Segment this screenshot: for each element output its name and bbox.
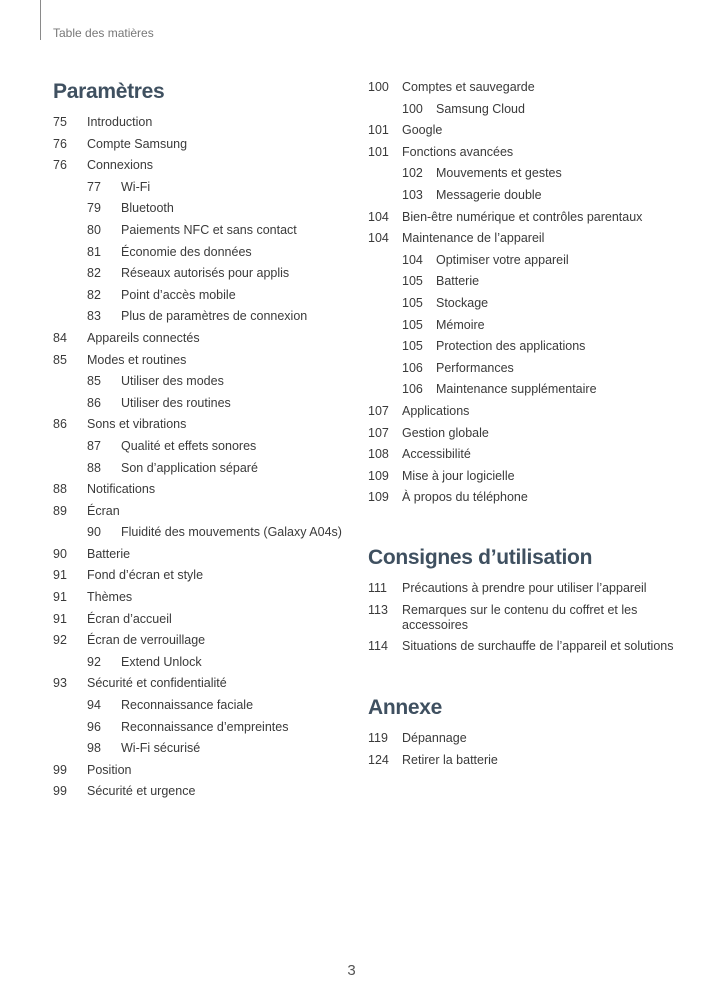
- toc-entry-label: Mémoire: [436, 317, 485, 332]
- toc-entry[interactable]: [53, 547, 343, 562]
- toc-entry[interactable]: [53, 201, 343, 216]
- toc-entry[interactable]: [53, 309, 343, 324]
- toc-entry-label: Fonctions avancées: [402, 144, 514, 159]
- toc-entry[interactable]: [53, 590, 343, 605]
- toc-entry[interactable]: [368, 80, 688, 95]
- toc-page-number: 103: [402, 187, 423, 202]
- toc-entry[interactable]: [53, 137, 343, 152]
- toc-page-number: 111: [368, 581, 388, 596]
- toc-entry[interactable]: [368, 603, 688, 633]
- toc-entry[interactable]: [53, 374, 343, 389]
- toc-entry-label: Reconnaissance faciale: [121, 698, 254, 713]
- toc-entry[interactable]: [368, 490, 688, 505]
- toc-page-number: 80: [87, 222, 101, 237]
- toc-page-number: 82: [87, 287, 101, 302]
- toc-page-number: 84: [53, 330, 67, 345]
- toc-page-number: 104: [368, 231, 389, 246]
- toc-page-number: 91: [53, 590, 67, 605]
- toc-entry[interactable]: [53, 266, 343, 281]
- toc-entry[interactable]: [368, 753, 688, 768]
- toc-entry-label: Économie des données: [121, 244, 252, 259]
- toc-page-number: 109: [368, 490, 389, 505]
- toc-entry[interactable]: [53, 720, 343, 735]
- toc-entry[interactable]: [53, 353, 343, 368]
- toc-page-number: 113: [368, 602, 388, 617]
- toc-entry[interactable]: [53, 158, 343, 173]
- toc-page-number: 82: [87, 266, 101, 281]
- toc-entry[interactable]: [368, 469, 688, 484]
- toc-entry-label: Batterie: [436, 274, 480, 289]
- toc-entry-label: Plus de paramètres de connexion: [121, 309, 308, 324]
- toc-page-number: 104: [402, 252, 423, 267]
- toc-page-number: 77: [87, 179, 101, 194]
- toc-entry-label: Situations de surchauffe de l’appareil et solutions: [402, 639, 674, 654]
- toc-entry[interactable]: [368, 188, 688, 203]
- toc-page-number: 98: [87, 741, 101, 756]
- toc-page-number: 86: [53, 417, 67, 432]
- toc-entry[interactable]: [368, 361, 688, 376]
- toc-entry-label: Appareils connectés: [87, 330, 200, 345]
- toc-page-number: 75: [53, 115, 67, 129]
- toc-entry[interactable]: [53, 612, 343, 627]
- toc-entry-label: Écran de verrouillage: [87, 633, 206, 648]
- toc-entry-label: Réseaux autorisés pour applis: [121, 266, 290, 281]
- toc-entry-label: Messagerie double: [436, 187, 542, 202]
- toc-page-number: 76: [53, 136, 67, 151]
- toc-page-number: 87: [87, 438, 101, 453]
- toc-list-consignes: [368, 581, 688, 654]
- toc-entry-label: Précautions à prendre pour utiliser l’appareil: [402, 581, 647, 596]
- toc-page-number: 101: [368, 123, 389, 138]
- toc-entry-label: Bien-être numérique et contrôles parentaux: [402, 209, 643, 224]
- right-column: [368, 80, 688, 775]
- toc-page-number: 119: [368, 731, 388, 746]
- toc-entry[interactable]: [53, 331, 343, 346]
- section-title-consignes: Consignes d’utilisation: [368, 546, 593, 570]
- toc-entry[interactable]: [53, 784, 343, 799]
- toc-page-number: 105: [402, 295, 423, 310]
- toc-page-number: 96: [87, 719, 101, 734]
- toc-entry-label: Wi-Fi sécurisé: [121, 741, 201, 756]
- toc-entry-label: Notifications: [87, 482, 156, 497]
- toc-entry[interactable]: [368, 404, 688, 419]
- header-title: Table des matières: [53, 26, 154, 40]
- toc-page-number: 92: [53, 633, 67, 648]
- toc-entry-label: Connexions: [87, 158, 154, 173]
- page-number: 3: [347, 962, 356, 979]
- toc-page-number: 106: [402, 382, 423, 397]
- left-column: [53, 80, 343, 806]
- toc-page-number: 85: [53, 352, 67, 367]
- toc-entry-label: Utiliser des modes: [121, 374, 224, 389]
- toc-entry[interactable]: [53, 741, 343, 756]
- toc-entry-label: Batterie: [87, 546, 131, 561]
- toc-entry[interactable]: [53, 245, 343, 260]
- toc-entry-label: Extend Unlock: [121, 654, 202, 669]
- toc-entry-label: Sécurité et urgence: [87, 784, 196, 799]
- toc-entry[interactable]: [368, 339, 688, 354]
- toc-page-number: 92: [87, 654, 101, 669]
- toc-entry-label: Maintenance supplémentaire: [436, 382, 597, 397]
- toc-page-number: 83: [87, 309, 101, 324]
- toc-entry[interactable]: [53, 655, 343, 670]
- toc-page-number: 94: [87, 698, 101, 713]
- toc-page-number: 85: [87, 374, 101, 389]
- toc-list-parametres-suite: [368, 80, 688, 505]
- toc-list-parametres: [53, 115, 343, 799]
- toc-entry-label: Wi-Fi: [121, 179, 151, 194]
- toc-entry[interactable]: [368, 253, 688, 268]
- toc-entry-label: Son d’application séparé: [121, 460, 258, 475]
- toc-page-number: 99: [53, 784, 67, 799]
- toc-list-annexe: [368, 731, 688, 768]
- toc-entry-label: Accessibilité: [402, 447, 471, 462]
- toc-entry[interactable]: [53, 568, 343, 583]
- toc-page-number: 105: [402, 339, 423, 354]
- toc-page-number: 93: [53, 676, 67, 691]
- toc-entry-label: Compte Samsung: [87, 136, 188, 151]
- toc-entry[interactable]: [368, 447, 688, 462]
- toc-entry-label: À propos du téléphone: [402, 490, 528, 505]
- toc-page-number: 105: [402, 274, 423, 289]
- toc-page-number: 91: [53, 611, 67, 626]
- toc-page-number: 105: [402, 317, 423, 332]
- toc-entry-label: Qualité et effets sonores: [121, 438, 257, 453]
- toc-page-number: 88: [53, 482, 67, 497]
- toc-entry[interactable]: [368, 210, 688, 225]
- toc-entry-label: Écran d’accueil: [87, 611, 172, 626]
- toc-entry-label: Remarques sur le contenu du coffret et les accessoires: [402, 602, 638, 632]
- toc-entry[interactable]: [368, 382, 688, 397]
- toc-entry-label: Mouvements et gestes: [436, 166, 562, 181]
- toc-page-number: 109: [368, 468, 389, 483]
- toc-entry[interactable]: [53, 763, 343, 778]
- toc-entry[interactable]: [53, 439, 343, 454]
- toc-entry[interactable]: [368, 581, 688, 596]
- toc-page-number: 86: [87, 395, 101, 410]
- toc-page-number: 91: [53, 568, 67, 583]
- section-title-parametres: Paramètres: [53, 80, 165, 103]
- toc-entry-label: Sécurité et confidentialité: [87, 676, 227, 691]
- toc-entry[interactable]: [368, 123, 688, 138]
- toc-entry-label: Optimiser votre appareil: [436, 252, 569, 267]
- toc-entry[interactable]: [53, 676, 343, 691]
- toc-entry[interactable]: [53, 698, 343, 713]
- toc-entry[interactable]: [53, 223, 343, 238]
- toc-page-number: 90: [87, 525, 101, 540]
- toc-page-number: 79: [87, 201, 101, 216]
- toc-entry[interactable]: [368, 639, 688, 654]
- toc-entry-label: Bluetooth: [121, 201, 174, 216]
- toc-page-number: 81: [87, 244, 101, 259]
- toc-entry[interactable]: [53, 504, 343, 519]
- toc-entry[interactable]: [53, 525, 343, 540]
- toc-entry-label: Comptes et sauvegarde: [402, 80, 535, 94]
- toc-entry-label: Applications: [402, 403, 470, 418]
- toc-entry-label: Paiements NFC et sans contact: [121, 222, 297, 237]
- toc-entry[interactable]: [368, 731, 688, 746]
- toc-page-number: 107: [368, 403, 389, 418]
- toc-entry[interactable]: [53, 461, 343, 476]
- toc-entry-label: Point d’accès mobile: [121, 287, 236, 302]
- toc-page-number: 88: [87, 460, 101, 475]
- toc-page-number: 114: [368, 639, 388, 654]
- toc-entry[interactable]: [368, 102, 688, 117]
- toc-page-number: 124: [368, 753, 389, 768]
- toc-entry-label: Samsung Cloud: [436, 101, 525, 116]
- toc-page-number: 90: [53, 546, 67, 561]
- toc-entry[interactable]: [368, 426, 688, 441]
- toc-entry-label: Écran: [87, 503, 120, 518]
- toc-entry-label: Utiliser des routines: [121, 395, 231, 410]
- toc-entry[interactable]: [53, 417, 343, 432]
- toc-page-number: 100: [402, 101, 423, 116]
- toc-entry[interactable]: [53, 482, 343, 497]
- toc-entry[interactable]: [53, 115, 343, 130]
- toc-entry-label: Stockage: [436, 295, 489, 310]
- toc-entry-label: Introduction: [87, 115, 153, 129]
- toc-page-number: 89: [53, 503, 67, 518]
- toc-entry[interactable]: [368, 231, 688, 246]
- toc-page-number: 108: [368, 447, 389, 462]
- toc-entry[interactable]: [368, 166, 688, 181]
- toc-entry[interactable]: [53, 180, 343, 195]
- toc-entry-label: Protection des applications: [436, 339, 586, 354]
- toc-page-number: 99: [53, 762, 67, 777]
- toc-page-number: 100: [368, 80, 389, 94]
- toc-page-number: 107: [368, 425, 389, 440]
- toc-entry-label: Fluidité des mouvements (Galaxy A04s): [121, 525, 342, 540]
- toc-entry[interactable]: [53, 396, 343, 411]
- toc-entry[interactable]: [368, 318, 688, 333]
- toc-entry-label: Retirer la batterie: [402, 753, 498, 768]
- toc-page-number: 102: [402, 166, 423, 181]
- toc-page-number: 101: [368, 144, 389, 159]
- toc-entry[interactable]: [368, 296, 688, 311]
- toc-entry[interactable]: [53, 633, 343, 648]
- toc-entry-label: Dépannage: [402, 731, 467, 746]
- toc-entry-label: Maintenance de l’appareil: [402, 231, 545, 246]
- toc-entry-label: Mise à jour logicielle: [402, 468, 515, 483]
- header-rule: [40, 0, 41, 40]
- toc-entry[interactable]: [368, 274, 688, 289]
- toc-entry[interactable]: [368, 145, 688, 160]
- toc-entry-label: Fond d’écran et style: [87, 568, 204, 583]
- toc-entry-label: Sons et vibrations: [87, 417, 187, 432]
- toc-entry-label: Thèmes: [87, 590, 133, 605]
- section-title-annexe: Annexe: [368, 696, 443, 720]
- toc-entry-label: Position: [87, 762, 132, 777]
- toc-entry-label: Performances: [436, 360, 514, 375]
- toc-entry-label: Google: [402, 123, 443, 138]
- toc-page-number: 104: [368, 209, 389, 224]
- toc-page-number: 76: [53, 158, 67, 173]
- toc-entry-label: Gestion globale: [402, 425, 489, 440]
- toc-entry[interactable]: [53, 288, 343, 303]
- toc-entry-label: Reconnaissance d’empreintes: [121, 719, 289, 734]
- toc-page-number: 106: [402, 360, 423, 375]
- toc-entry-label: Modes et routines: [87, 352, 187, 367]
